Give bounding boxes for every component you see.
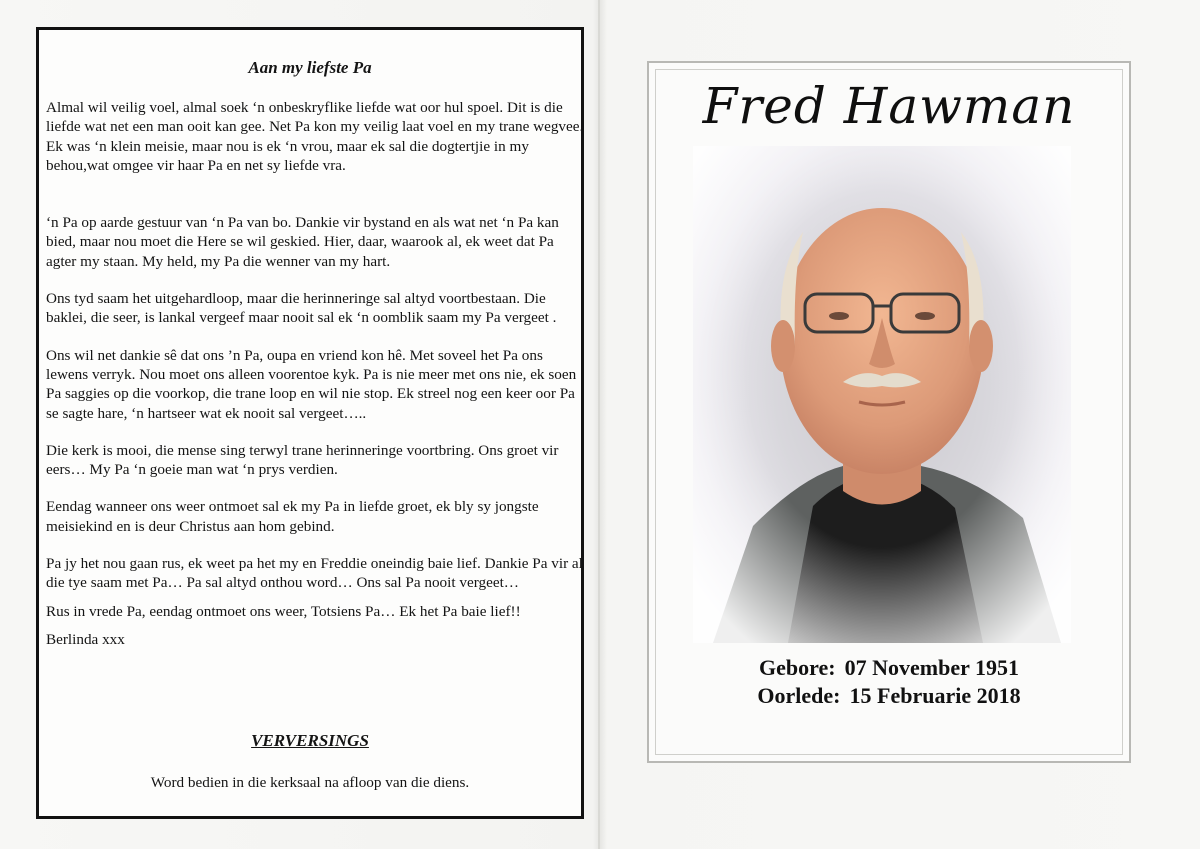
born-label: Gebore: <box>759 655 836 680</box>
letter-paragraph: Ons wil net dankie sê dat ons ’n Pa, oupa en vriend kon hê. Met soveel het Pa ons lewens verryk. Nou moet ons alleen voorentoe kyk. Pa is nie meer met ons nie, ek soen Pa saggies op die voorkop, die trane loop en wil nie stop. Ek streel nog een keer oor Pa se sagte hare, ‘n hartseer wat ek nooit sal vergeet….. <box>46 346 577 422</box>
born-date: 07 November 1951 <box>844 655 1019 680</box>
letter-signature: Berlinda xxx <box>46 630 125 648</box>
deceased-name: Fred Hawman <box>702 77 1076 135</box>
letter-paragraph: Die kerk is mooi, die mense sing terwyl trane herinneringe voortbring. Ons groet vir eers… My Pa ‘n goeie man wat ‘n prys verdien. <box>46 441 559 479</box>
died-date: 15 Februarie 2018 <box>849 683 1021 708</box>
portrait-illustration <box>693 146 1071 643</box>
birth-date-line <box>649 654 1129 682</box>
died-label: Oorlede: <box>757 683 841 708</box>
letter-paragraph: Almal wil veilig voel, almal soek ‘n onbeskryflike liefde wat oor hul spoel. Dit is die liefde wat net een man ooit kan gee. Net Pa kon my veilig laat voel en my trane wegvee. Ek was ‘n klein meisie, maar nou is ek ‘n vrou, maar ek sal die dogtertjie in my behou,wat omgee vir haar Pa en net sy liefde vra. <box>46 99 584 174</box>
death-date-line <box>649 682 1129 710</box>
cover-panel <box>647 61 1131 763</box>
letter-paragraph: Rus in vrede Pa, eendag ontmoet ons weer, Totsiens Pa… Ek het Pa baie lief!! <box>46 602 521 620</box>
page-fold <box>598 0 600 849</box>
portrait-photo <box>693 146 1071 643</box>
refreshments-text: Word bedien in die kerksaal na afloop van die diens. <box>150 774 470 791</box>
letter-paragraph: Eendag wanneer ons weer ontmoet sal ek my Pa in liefde groet, ek bly sy jongste meisiekind en is deur Christus aan hom gebind. <box>46 498 539 535</box>
tribute-panel <box>36 27 584 819</box>
letter-paragraph: Pa jy het nou gaan rus, ek weet pa het my en Freddie oneindig baie lief. Dankie Pa vir al die tye saam met Pa… Pa sal altyd onthou word… Ons sal Pa nooit vergeet… <box>46 555 583 592</box>
letter-title: Aan my liefste Pa <box>248 58 372 77</box>
letter-paragraph: Ons tyd saam het uitgehardloop, maar die herinneringe sal altyd voortbestaan. Die baklei, die seer, is lankal vergeef maar nooit sal ek ‘n oomblik saam my Pa vergeet . <box>46 290 557 327</box>
letter-body <box>46 98 586 649</box>
refreshments-title: VERVERSINGS <box>251 731 369 750</box>
letter-paragraph: ‘n Pa op aarde gestuur van ‘n Pa van bo. Dankie vir bystand en als wat net ‘n Pa kan bied, maar nou moet die Here se wil geskied. Hier, daar, waarook al, ek weet dat Pa agter my staan. My held, my Pa die wenner van my hart. <box>46 214 559 270</box>
